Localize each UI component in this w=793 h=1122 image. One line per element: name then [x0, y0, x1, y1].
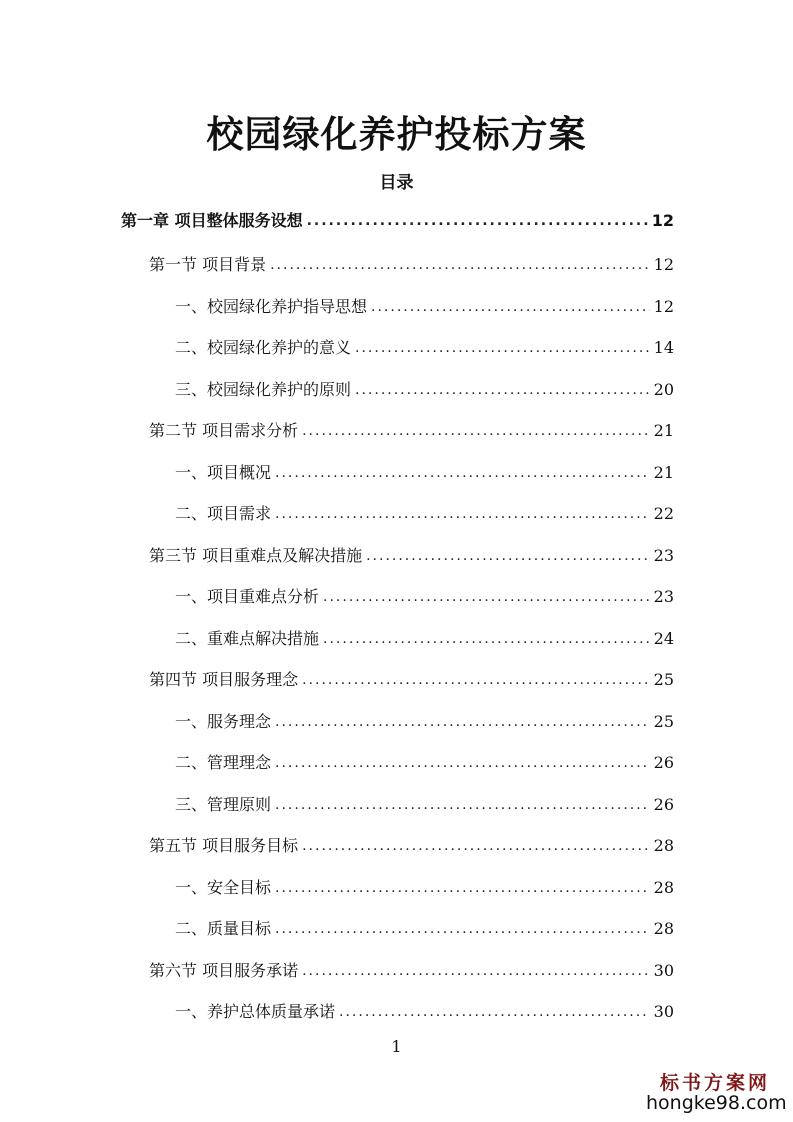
- toc-leader-dots: [270, 254, 650, 276]
- toc-page-number: 22: [653, 504, 674, 523]
- toc-leader-dots: [366, 545, 650, 567]
- toc-entry-subsection[interactable]: [175, 875, 674, 899]
- toc-page-number: 21: [653, 463, 674, 482]
- toc-leader-dots: [302, 960, 650, 982]
- toc-entry-subsection[interactable]: [175, 460, 674, 484]
- toc-entry-label: 第三节 项目重难点及解决措施: [149, 546, 363, 565]
- toc-entry-subsection[interactable]: [175, 501, 674, 525]
- toc-leader-dots: [275, 462, 650, 484]
- toc-entry-label: 二、项目需求: [175, 504, 272, 523]
- toc-leader-dots: [302, 420, 650, 442]
- toc-leader-dots: [275, 711, 650, 733]
- toc-heading: 目录: [379, 173, 414, 193]
- toc-page-number: 14: [653, 338, 674, 357]
- toc-leader-dots: [371, 296, 650, 318]
- toc-entry-label: 一、养护总体质量承诺: [175, 1002, 336, 1021]
- toc-page-number: 24: [653, 629, 674, 648]
- toc-page-number: 21: [653, 421, 674, 440]
- toc-page-number: 28: [653, 878, 674, 897]
- toc-entry-subsection[interactable]: [175, 377, 674, 401]
- toc-page-number: 26: [653, 795, 674, 814]
- toc-entry-section[interactable]: [149, 667, 674, 691]
- toc-entry-section[interactable]: [149, 418, 674, 442]
- toc-leader-dots: [275, 877, 650, 899]
- toc-page-number: 23: [653, 546, 674, 565]
- toc-page-number: 28: [653, 836, 674, 855]
- toc-entry-section[interactable]: [149, 543, 674, 567]
- toc-page-number: 30: [653, 961, 674, 980]
- toc-entry-label: 第五节 项目服务目标: [149, 836, 299, 855]
- toc-entry-section[interactable]: [149, 958, 674, 982]
- toc-leader-dots: [275, 794, 650, 816]
- toc-leader-dots: [355, 337, 650, 359]
- toc-entry-label: 一、项目重难点分析: [175, 587, 320, 606]
- toc-leader-dots: [323, 586, 650, 608]
- toc-entry-label: 第一章 项目整体服务设想: [121, 211, 303, 230]
- toc-page-number: 26: [653, 753, 674, 772]
- toc-entry-label: 二、管理理念: [175, 753, 272, 772]
- toc-entry-label: 三、校园绿化养护的原则: [175, 380, 352, 399]
- toc-entry-label: 第四节 项目服务理念: [149, 670, 299, 689]
- toc-entry-subsection[interactable]: [175, 626, 674, 650]
- toc-entry-section[interactable]: [149, 833, 674, 857]
- watermark-url: hongke98.com: [646, 1092, 787, 1114]
- toc-page-number: 12: [653, 297, 674, 316]
- toc-leader-dots: [307, 210, 648, 232]
- toc-entry-subsection[interactable]: [175, 750, 674, 774]
- toc-entry-chapter[interactable]: [121, 208, 674, 232]
- toc-page-number: 23: [653, 587, 674, 606]
- toc-entry-label: 第一节 项目背景: [149, 255, 267, 274]
- toc-entry-label: 二、质量目标: [175, 919, 272, 938]
- toc-page-number: 12: [651, 211, 674, 230]
- toc-entry-subsection[interactable]: [175, 294, 674, 318]
- toc-leader-dots: [323, 628, 650, 650]
- toc-leader-dots: [339, 1001, 650, 1023]
- toc-entry-label: 第六节 项目服务承诺: [149, 961, 299, 980]
- toc-entry-label: 一、服务理念: [175, 712, 272, 731]
- toc-page-number: 30: [653, 1002, 674, 1021]
- site-watermark: [640, 1068, 790, 1120]
- toc-entry-section[interactable]: [149, 252, 674, 276]
- toc-entry-label: 三、管理原则: [175, 795, 272, 814]
- toc-entry-label: 第二节 项目需求分析: [149, 421, 299, 440]
- toc-entry-label: 二、校园绿化养护的意义: [175, 338, 352, 357]
- toc-entry-subsection[interactable]: [175, 709, 674, 733]
- toc-entry-subsection[interactable]: [175, 584, 674, 608]
- toc-entry-label: 一、项目概况: [175, 463, 272, 482]
- toc-leader-dots: [275, 752, 650, 774]
- toc-leader-dots: [355, 379, 650, 401]
- toc-page-number: 28: [653, 919, 674, 938]
- toc-page-number: 12: [653, 255, 674, 274]
- toc-page-number: 25: [653, 670, 674, 689]
- toc-page-number: 25: [653, 712, 674, 731]
- toc-leader-dots: [302, 835, 650, 857]
- toc-leader-dots: [302, 669, 650, 691]
- toc-entry-label: 二、重难点解决措施: [175, 629, 320, 648]
- toc-entry-subsection[interactable]: [175, 792, 674, 816]
- toc-leader-dots: [275, 503, 650, 525]
- document-title: 校园绿化养护投标方案: [206, 113, 587, 156]
- toc-entry-label: 一、校园绿化养护指导思想: [175, 297, 368, 316]
- toc-entry-label: 一、安全目标: [175, 878, 272, 897]
- toc-page-number: 20: [653, 380, 674, 399]
- toc-leader-dots: [275, 918, 650, 940]
- watermark-title: 标书方案网: [660, 1072, 771, 1094]
- toc-entry-subsection[interactable]: [175, 916, 674, 940]
- toc-entry-subsection[interactable]: [175, 335, 674, 359]
- page-number: 1: [391, 1037, 402, 1056]
- toc-entry-subsection[interactable]: [175, 999, 674, 1023]
